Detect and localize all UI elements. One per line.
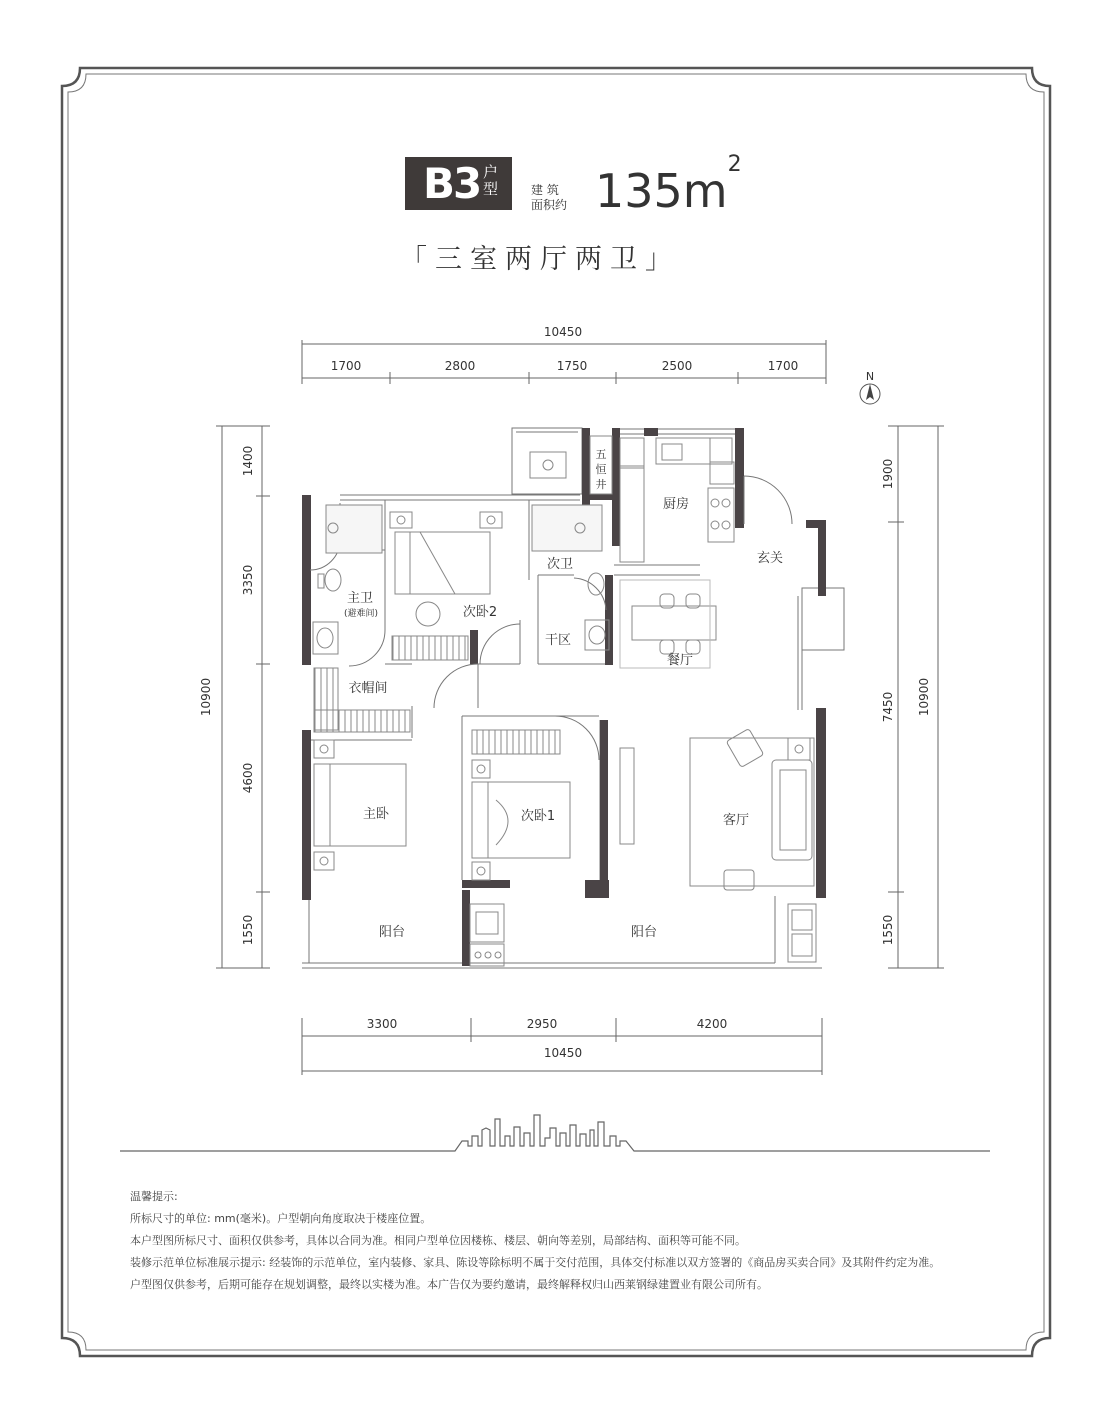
master-toilet-icon [325, 569, 341, 591]
armchair [726, 729, 764, 768]
dim-bottom-2: 2950 [526, 1017, 558, 1031]
room-second-bath: 次卫 [546, 557, 574, 572]
washer [470, 904, 504, 942]
area-number: 135m [595, 164, 728, 218]
dim-top-3: 1750 [556, 359, 588, 373]
room-cloakroom: 衣帽间 [348, 681, 388, 696]
dim-right-3: 1550 [881, 914, 895, 946]
room-balcony-left: 阳台 [378, 925, 406, 940]
dim-right-total: 10900 [917, 677, 931, 717]
kitchen-counter [620, 466, 644, 562]
room-balcony-right: 阳台 [630, 925, 658, 940]
notes-line-2: 本户型图所标尺寸、面积仅供参考，具体以合同为准。相同户型单位因楼栋、楼层、朝向等差别，局部结构、面积等可能不同。 [130, 1234, 746, 1247]
stove [708, 488, 734, 542]
dim-right-2: 7450 [881, 691, 895, 723]
room-dining: 餐厅 [666, 653, 694, 668]
dim-bottom-1: 3300 [366, 1017, 398, 1031]
area-unit-exp: 2 [727, 151, 742, 177]
dim-right-1: 1900 [881, 458, 895, 490]
room-master-bath-note: (避难间) [343, 609, 379, 619]
dim-left-2: 3350 [241, 564, 255, 596]
compass-label: N [865, 370, 875, 383]
room-entrance: 玄关 [756, 551, 784, 566]
dim-top-2: 2800 [444, 359, 476, 373]
shaft-label-1: 五 [595, 448, 607, 461]
dim-bottom-3: 4200 [696, 1017, 728, 1031]
room-kitchen: 厨房 [662, 497, 690, 512]
dim-top-total: 10450 [543, 325, 583, 339]
dim-top-5: 1700 [767, 359, 799, 373]
bedroom2-bed [395, 532, 490, 594]
shaft-label-3: 井 [595, 478, 607, 491]
notes-line-4: 户型图仅供参考，后期可能存在规划调整，最终以实楼为准。本广告仅为要约邀请，最终解释权归山西莱钢绿建置业有限公司所有。 [130, 1278, 768, 1291]
notes [130, 1186, 940, 1296]
room-master-bedroom: 主卧 [362, 807, 390, 822]
area-label-top: 建 筑 [531, 183, 559, 197]
unit-suffix: 户型 [483, 163, 499, 198]
dim-top-4: 2500 [661, 359, 693, 373]
notes-title: 温馨提示: [130, 1190, 178, 1203]
dining-table [632, 606, 716, 640]
dim-top-1: 1700 [330, 359, 362, 373]
room-dry-area: 干区 [544, 633, 572, 648]
master-bath-shower [326, 505, 382, 553]
compass-icon [860, 370, 880, 404]
shaft-label-2: 恒 [595, 463, 607, 476]
master-bed [314, 764, 406, 846]
dim-left-total: 10900 [199, 677, 213, 717]
dim-left-1: 1400 [241, 445, 255, 477]
notes-line-3: 装修示范单位标准展示提示: 经装饰的示范单位，室内装修、家具、陈设等除标明不属于交付范围，具体交付标准以双方签署的《商品房买卖合同》及其附件约定为准。 [130, 1256, 941, 1269]
room-master-bath: 主卫 [346, 591, 374, 606]
room-bedroom2: 次卧2 [462, 605, 498, 620]
dim-bottom-total: 10450 [543, 1046, 583, 1060]
room-living: 客厅 [722, 813, 750, 828]
dim-left-4: 1550 [241, 914, 255, 946]
unit-code: B3 [423, 159, 481, 208]
room-bedroom1: 次卧1 [520, 809, 556, 824]
layout-subtitle: 「三室两厅两卫」 [400, 244, 680, 275]
notes-line-1: 所标尺寸的单位: mm(毫米)。户型朝向角度取决于楼座位置。 [130, 1212, 432, 1225]
area-label-bottom: 面积约 [531, 198, 568, 212]
dim-left-3: 4600 [241, 762, 255, 794]
